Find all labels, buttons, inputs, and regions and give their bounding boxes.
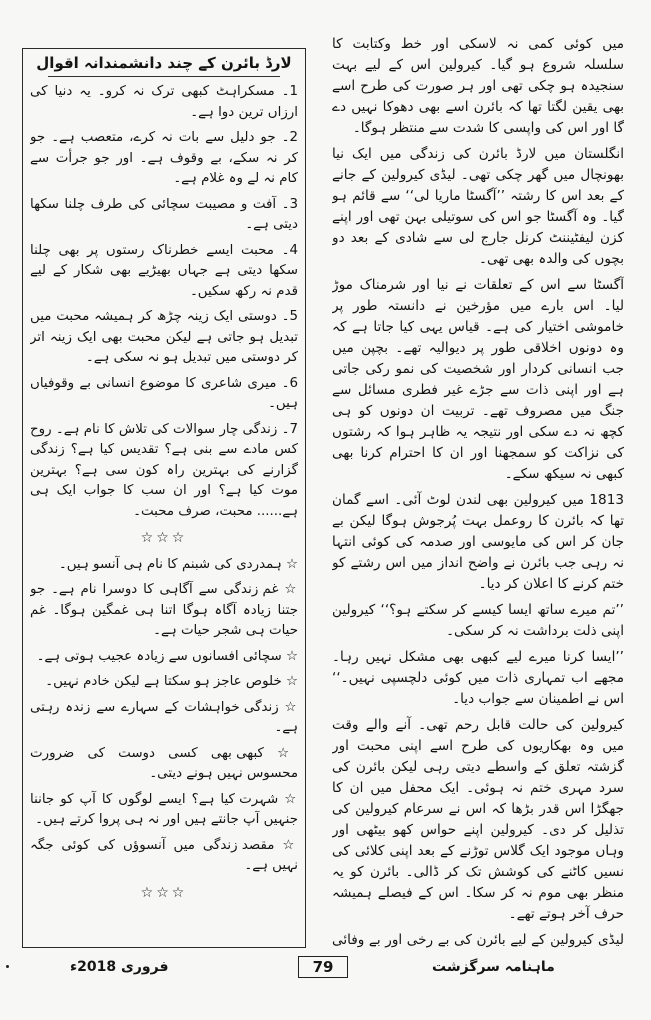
star-icon: ☆ <box>278 791 298 807</box>
quote-item: 6۔ میری شاعری کا موضوع انسانی بے وقوفیاں ہیں۔ <box>30 375 298 411</box>
star-icon: ☆ <box>263 745 298 761</box>
star-icon: ☆ <box>281 674 298 689</box>
saying-item: ☆ سچائی افسانوں سے زیادہ عجیب ہوتی ہے۔ <box>36 648 298 664</box>
end-star-separator: ☆☆☆ <box>140 884 188 901</box>
saying-item: ☆ شہرت کیا ہے؟ ایسے لوگوں کا آپ کو جاننا جنہیں آپ جانتے ہیں اور نہ ہی پروا کرتے ہیں۔ <box>30 791 298 827</box>
quote-item: 7۔ زندگی چار سوالات کی تلاش کا نام ہے۔ روح کس مادے سے بنی ہے؟ تقدیس کیا ہے؟ زندگی گزارنے کی بہترین راہ کون سی ہے؟ بہترین موت کیا ہے؟ اور ان سب کا جواب ایک ہی ہے...... محبت، صرف محبت۔ <box>30 421 298 519</box>
magazine-name: ماہنامہ سرگزشت <box>432 959 555 975</box>
star-icon: ☆ <box>274 837 298 853</box>
page-footer <box>0 953 651 983</box>
article-paragraph: ’’ایسا کرنا میرے لیے کبھی بھی مشکل نہیں رہا۔ مجھے اب تمہاری ذات میں کوئی دلچسپی نہیں۔‘‘ اس نے اطمینان سے جواب دیا۔ <box>332 649 624 707</box>
star-icon: ☆ <box>278 582 298 597</box>
quotes-box-title: لارڈ بائرن کے چند دانشمندانہ اقوال <box>36 54 292 72</box>
article-paragraph: 1813 میں کیرولین بھی لندن لوٹ آئی۔ اسے گمان تھا کہ بائرن کا روعمل بہت پُرجوش ہوگا لیکن بے جان کر اس کی مایوسی اور صدمہ کی کوئی انتہا نہ رہی جب بائرن نے واضح انداز میں اس رشتے کو ختم کرنے کا اعلان کر دیا۔ <box>332 492 624 592</box>
saying-item: ☆ ہمدردی کی شبنم کا نام ہی آنسو ہیں۔ <box>58 556 298 572</box>
saying-item: ☆ غم زندگی سے آگاہی کا دوسرا نام ہے۔ جو جتنا زیادہ آگاہ ہوگا اتنا ہی غمگین ہوگا۔ غم حیات ہی شجر حیات ہے۔ <box>30 582 298 638</box>
article-paragraph: انگلستان میں لارڈ بائرن کی زندگی میں ایک نیا بھونچال میں گھر چکی تھی۔ لیڈی کیرولین کے جانے کے بعد اس کا رشتہ ’’آگسٹا ماریا لی‘‘ سے قائم ہو گیا۔ وہ آگسٹا جو اس کی سوتیلی بہن تھی اور اپنے کزن لیفٹیننٹ کرنل جارج لی سے شادی کے بعد دو بچوں کی والدہ بھی تھی۔ <box>332 146 624 267</box>
quote-item: 3۔ آفت و مصیبت سچائی کی طرف چلنا سکھا دیتی ہے۔ <box>30 196 298 232</box>
scan-speck <box>6 965 9 968</box>
quote-item: 2۔ جو دلیل سے بات نہ کرے، متعصب ہے۔ جو کر نہ سکے، بے وقوف ہے۔ اور جو جرأت سے کام نہ لے وہ غلام ہے۔ <box>30 130 298 186</box>
star-icon: ☆ <box>278 699 298 715</box>
star-icon: ☆ <box>281 648 298 664</box>
saying-item: ☆ زندگی خواہشات کے سہارے سے زندہ رہتی ہے۔ <box>30 699 298 735</box>
issue-date: فروری 2018ء <box>70 959 169 975</box>
quote-item: 4۔ محبت ایسے خطرناک رستوں پر بھی چلنا سکھا دیتی ہے جہاں بھیڑیے بھی شکار کے لیے قدم نہ رکھ سکیں۔ <box>30 242 298 299</box>
article-paragraph: میں کوئی کمی نہ لاسکی اور خط وکتابت کا سلسلہ شروع ہو گیا۔ کیرولین اس کے لیے بہت سنجیدہ ہو چکی تھی اور ہر صورت کی طرح اسے بھی یقین لگتا تھا کہ بائرن اسے بھی دھوکا نہیں دے گا اور اس کی واپسی کا شدت سے منتظر ہوگا۔ <box>332 36 624 136</box>
saying-item: ☆ خلوص عاجز ہو سکتا ہے لیکن خادم نہیں۔ <box>45 674 298 689</box>
star-separator: ☆☆☆ <box>140 530 188 546</box>
star-icon: ☆ <box>281 556 298 572</box>
article-paragraph: لیڈی کیرولین کے لیے بائرن کی بے رخی اور بے وفائی <box>332 932 624 948</box>
article-paragraph: آگسٹا سے اس کے تعلقات نے نیا اور شرمناک موڑ لیا۔ اس بارے میں مؤرخین نے دانستہ طور پر خاموشی اختیار کی ہے۔ قیاس یہی کیا جاتا ہے کہ وہ دونوں اخلاقی طور پر دیوالیہ تھے۔ بچپن میں جب انسانی کردار اور شخصیت کی نمو رکی جاتی ہے اور اپنی ذات سے جڑے غیر فطری مسائل سے جنگ میں مصروف تھے۔ تربیت ان دونوں کو ہی کچھ نہ دے سکی اور نتیجہ یہ ظاہر ہوا کہ رشتوں کی نزاکت کو سمجھنا اور ان کا احترام کرنا بھی کبھی نہ سیکھ سکے۔ <box>332 277 624 482</box>
article-paragraph: کیرولین کی حالت قابل رحم تھی۔ آنے والے وقت میں وہ بھکاریوں کی طرح اسے اپنی محبت اور گزشتہ تعلق کے واسطے دیتی رہی لیکن بائرن کی سرد مہری ختم نہ ہوئی۔ ایک محفل میں ان کا جھگڑا اس قدر بڑھا کہ اس نے سرعام کیرولین کی تذلیل کر دی۔ کیرولین اپنے حواس کھو بیٹھی اور وہاں موجود ایک گلاس توڑنے کے بعد اپنی کلائی کی نسیں کاٹنے کی کوشش تک کر ڈالی۔ بائرن کو یہ منظر بھی موم نہ کر سکا۔ اس کے فیصلے ہمیشہ حرف آخر ہوتے تھے۔ <box>332 717 624 922</box>
quotes-box-content <box>30 82 298 932</box>
title-underline <box>48 76 280 77</box>
page-number: 79 <box>298 956 348 978</box>
article-column <box>332 34 624 952</box>
quote-item: 5۔ دوستی ایک زینہ چڑھ کر ہمیشہ محبت میں تبدیل ہو جاتی ہے لیکن محبت بھی ایک زینہ اتر کر دوستی میں تبدیل ہو نہ سکی ہے۔ <box>30 309 298 365</box>
article-paragraph: ’’تم میرے ساتھ ایسا کیسے کر سکتے ہو؟‘‘ کیرولین اپنی ذلت برداشت نہ کر سکی۔ <box>332 602 624 639</box>
saying-item: ☆ کبھی بھی کسی دوست کی ضرورت محسوس نہیں ہونے دیتی۔ <box>30 745 298 781</box>
saying-item: ☆ مقصد زندگی میں آنسوؤں کی کوئی جگہ نہیں ہے۔ <box>30 837 298 873</box>
quote-item: 1۔ مسکراہٹ کبھی ترک نہ کرو۔ یہ دنیا کی ارزاں ترین دوا ہے۔ <box>30 84 298 120</box>
